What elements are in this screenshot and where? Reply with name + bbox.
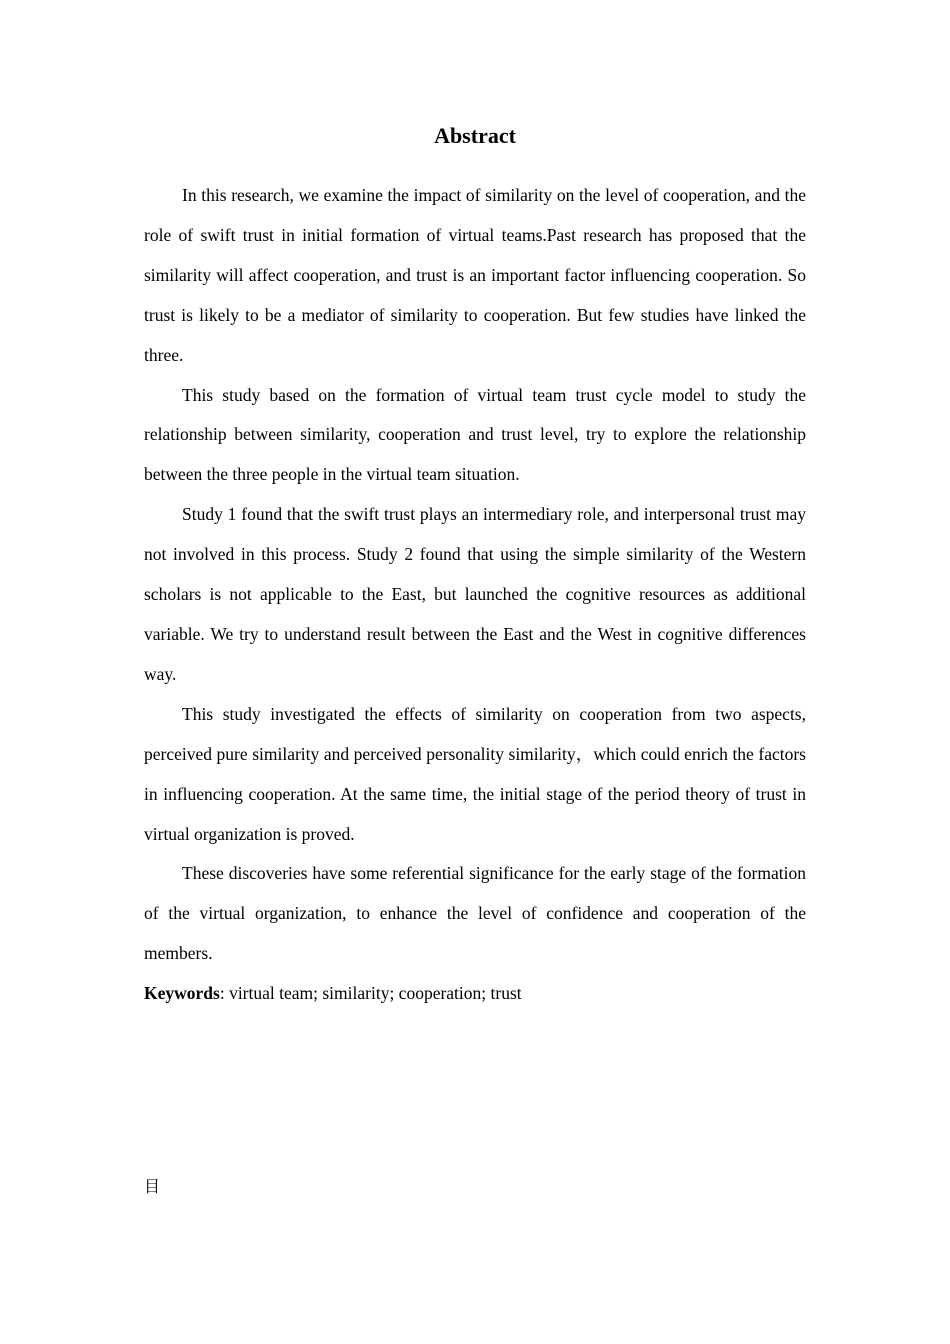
abstract-paragraph-4: This study investigated the effects of similarity on cooperation from two aspects, perceived pure similarity and perceived personality similarity，which could enrich the factors in influencing cooperation. At the same time, the initial stage of the period theory of trust in virtual organization is proved.	[144, 703, 806, 844]
abstract-paragraph-1: In this research, we examine the impact of similarity on the level of cooperation, and the role of swift trust in initial formation of virtual teams.Past research has proposed that the similarity will affect cooperation, and trust is an important factor influencing cooperation. So trust is likely to be a mediator of similarity to cooperation. But few studies have linked the three.	[144, 185, 806, 365]
footer-glyph: 目	[144, 1177, 161, 1196]
abstract-paragraph-2: This study based on the formation of virtual team trust cycle model to study the relationship between similarity, cooperation and trust level, try to explore the relationship between the three people in the virtual team situation.	[144, 384, 806, 485]
page-title: Abstract	[434, 123, 516, 148]
abstract-body	[144, 176, 806, 1014]
abstract-paragraph-5: These discoveries have some referential significance for the early stage of the formation of the virtual organization, to enhance the level of confidence and cooperation of the members.	[144, 863, 806, 964]
abstract-paragraph-3: Study 1 found that the swift trust plays an intermediary role, and interpersonal trust may not involved in this process. Study 2 found that using the simple similarity of the Western scholars is not applicable to the East, but launched the cognitive resources as additional variable. We try to understand result between the East and the West in cognitive differences way.	[144, 504, 806, 684]
keywords-line	[144, 974, 806, 1014]
keywords-list: : virtual team; similarity; cooperation; trust	[219, 983, 522, 1004]
keywords-label: Keywords	[144, 983, 220, 1004]
